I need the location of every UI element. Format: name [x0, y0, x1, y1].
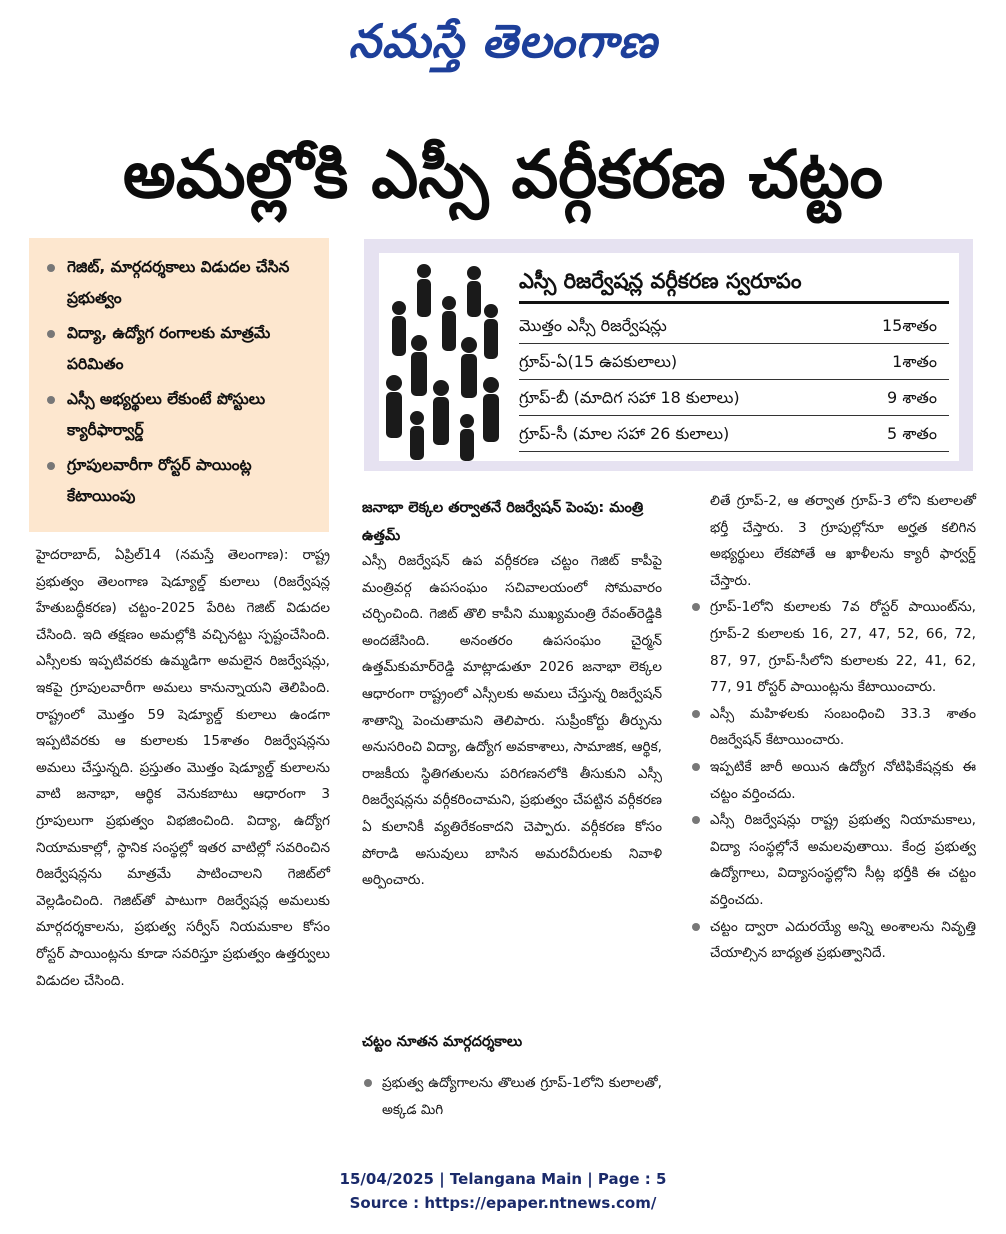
article-column-2 — [362, 548, 662, 894]
article-column-2-points — [358, 1070, 662, 1123]
row-label: గ్రూప్-ఏ(15 ఉపకులాలు) — [519, 352, 678, 371]
row-value: 1శాతం — [892, 352, 937, 371]
row-label: మొత్తం ఎస్సీ రిజర్వేషన్లు — [519, 316, 667, 335]
footer-date-page: 15/04/2025 | Telangana Main | Page : 5 — [339, 1170, 667, 1188]
guideline-point: ప్రభుత్వ ఉద్యోగాలను తొలుత గ్రూప్-1లోని కులాలతో, అక్కడ మిగి — [358, 1070, 662, 1123]
guideline-point-continued: లితే గ్రూప్-2, ఆ తర్వాత గ్రూప్-3 లోని కులాలతో భర్తీ చేస్తారు. 3 గ్రూపుల్లోనూ అర్హత కలిగిన అభ్యర్థులు లేకపోతే ఆ ఖాళీలను క్యారీ ఫార్వర్డ్ చేస్తారు. — [710, 493, 976, 589]
highlight-item: ఎస్సీ అభ్యర్థులు లేకుంటే పోస్టులు క్యారీఫార్వార్డ్ — [45, 384, 319, 446]
table-row — [519, 417, 949, 452]
table-row — [519, 345, 949, 380]
row-value: 9 శాతం — [887, 388, 937, 407]
highlights-box — [29, 238, 329, 532]
highlight-item: విద్యా, ఉద్యోగ రంగాలకు మాత్రమే పరిమితం — [45, 318, 319, 380]
subhead-guidelines: చట్టం నూతన మార్గదర్శకాలు — [362, 1034, 523, 1050]
reservation-table-box — [364, 239, 973, 471]
table-row — [519, 381, 949, 416]
row-value: 5 శాతం — [887, 424, 937, 443]
headline: అమల్లోకి ఎస్సీ వర్గీకరణ చట్టం — [122, 136, 884, 213]
footer-source: Source : https://epaper.ntnews.com/ — [349, 1194, 657, 1212]
reservation-table — [379, 253, 959, 461]
row-label: గ్రూప్-బీ (మాదిగ సహా 18 కులాలు) — [519, 388, 740, 407]
table-row — [519, 309, 949, 344]
guideline-point: చట్టం ద్వారా ఎదురయ్యే అన్ని అంశాలను నివృత్తి చేయాల్సిన బాధ్యత ప్రభుత్వానిదే. — [686, 914, 976, 967]
subhead-minister: జనాభా లెక్కల తర్వాతనే రిజర్వేషన్ పెంపు: మంత్రి ఉత్తమ్ — [362, 500, 644, 544]
masthead-logo: నమస్తే తెలంగాణ — [348, 14, 658, 68]
guideline-point: ఇప్పటికే జారీ అయిన ఉద్యోగ నోటిఫికేషన్లకు ఈ చట్టం వర్తించదు. — [686, 754, 976, 807]
people-crowd-icon — [379, 253, 509, 461]
guideline-point: ఎస్సీ రిజర్వేషన్లు రాష్ట్ర ప్రభుత్వ నియామకాలు, విద్యా సంస్థల్లోనే అమలవుతాయి. కేంద్ర ప్రభుత్వ ఉద్యోగాలు, విద్యాసంస్థల్లోని సీట్ల భర్తీకి ఈ చట్టం వర్తించదు. — [686, 807, 976, 913]
table-title: ఎస్సీ రిజర్వేషన్ల వర్గీకరణ స్వరూపం — [519, 261, 949, 304]
article-body: ఎస్సీ రిజర్వేషన్ ఉప వర్గీకరణ చట్టం గెజిట్ కాపీపై మంత్రివర్గ ఉపసంఘం సచివాలయంలో సోమవారం చర్చించింది. గెజిట్ తొలి కాపీని ముఖ్యమంత్రి రేవంత్‌రెడ్డికి అందజేసింది. అనంతరం ఉపసంఘం చైర్మన్ ఉత్తమ్‌కుమార్‌రెడ్డి మాట్లాడుతూ 2026 జనాభా లెక్కల ఆధారంగా రాష్ట్రంలో ఎస్సీలకు అమలు చేస్తున్న రిజర్వేషన్ శాతాన్ని పెంచుతామని తెలిపారు. సుప్రీంకోర్టు తీర్పును అనుసరించి విద్యా, ఉద్యోగ అవకాశాలు, సామాజిక, ఆర్థిక, రాజకీయ స్థితిగతులను పరిగణనలోకి తీసుకుని ఎస్సీ రిజర్వేషన్లను వర్గీకరించామని, ప్రభుత్వం చేపట్టిన వర్గీకరణ ఏ కులానికీ వ్యతిరేకంకాదని చెప్పారు. వర్గీకరణ కోసం పోరాడి అసువులు బాసిన అమరవీరులకు నివాళి అర్పించారు. — [362, 553, 662, 889]
guideline-point: గ్రూప్-1లోని కులాలకు 7వ రోస్టర్ పాయింట్‌ను, గ్రూప్-2 కులాలకు 16, 27, 47, 52, 66, 72, 87, 97, గ్రూప్-సీలోని కులాలకు 22, 41, 62, 77, 91 రోస్టర్ పాయింట్లను కేటాయించారు. — [686, 594, 976, 700]
highlight-item: గ్రూపులవారీగా రోస్టర్ పాయింట్ల కేటాయింపు — [45, 450, 319, 512]
article-body: హైదరాబాద్, ఏప్రిల్14 (నమస్తే తెలంగాణ): రాష్ట్ర ప్రభుత్వం తెలంగాణ షెడ్యూల్డ్ కులాలు (రిజర్వేషన్ల హేతుబద్ధీకరణ) చట్టం-2025 పేరిట గెజిట్ విడుదల చేసింది. ఇది తక్షణం అమల్లోకి వచ్చినట్టు స్పష్టంచేసింది. ఎస్సీలకు ఇప్పటివరకు ఉమ్మడిగా అమలైన రిజర్వేషన్లు, ఇకపై గ్రూపులవారీగా అమలు కానున్నాయని తెలిపింది. రాష్ట్రంలో మొత్తం 59 షెడ్యూల్డ్ కులాలు ఉండగా ఇప్పటివరకు ఆ కులాలకు 15శాతం రిజర్వేషన్లను అమలు చేస్తున్నది. ప్రస్తుతం మొత్తం షెడ్యూల్డ్ కులాలను వాటి జనాభా, ఆర్థిక వెనుకబాటు ఆధారంగా 3 గ్రూపులుగా ప్రభుత్వం విభజించింది. విద్యా, ఉద్యోగ నియామకాల్లో, స్థానిక సంస్థల్లో ఇతర వాటిల్లో సవరించిన రిజర్వేషన్లను మాత్రమే పాటించాలని గెజిట్‌లో వెల్లడించింది. గెజిట్‌తో పాటుగా రిజర్వేషన్ల అమలుకు మార్గదర్శకాలను, ప్రభుత్వ సర్వీస్ నియమకాల కోసం రోస్టర్ పాయింట్లను కూడా సవరిస్తూ ప్రభుత్వం ఉత్తర్వులు విడుదల చేసింది. — [36, 547, 330, 989]
article-column-1 — [36, 542, 330, 994]
row-value: 15శాతం — [881, 316, 937, 335]
highlight-item: గెజిట్, మార్గదర్శకాలు విడుదల చేసిన ప్రభుత్వం — [45, 252, 319, 314]
guideline-point: ఎస్సీ మహిళలకు సంబంధించి 33.3 శాతం రిజర్వేషన్ కేటాయించారు. — [686, 701, 976, 754]
article-column-3 — [686, 488, 976, 967]
row-label: గ్రూప్-సీ (మాల సహా 26 కులాలు) — [519, 424, 730, 443]
